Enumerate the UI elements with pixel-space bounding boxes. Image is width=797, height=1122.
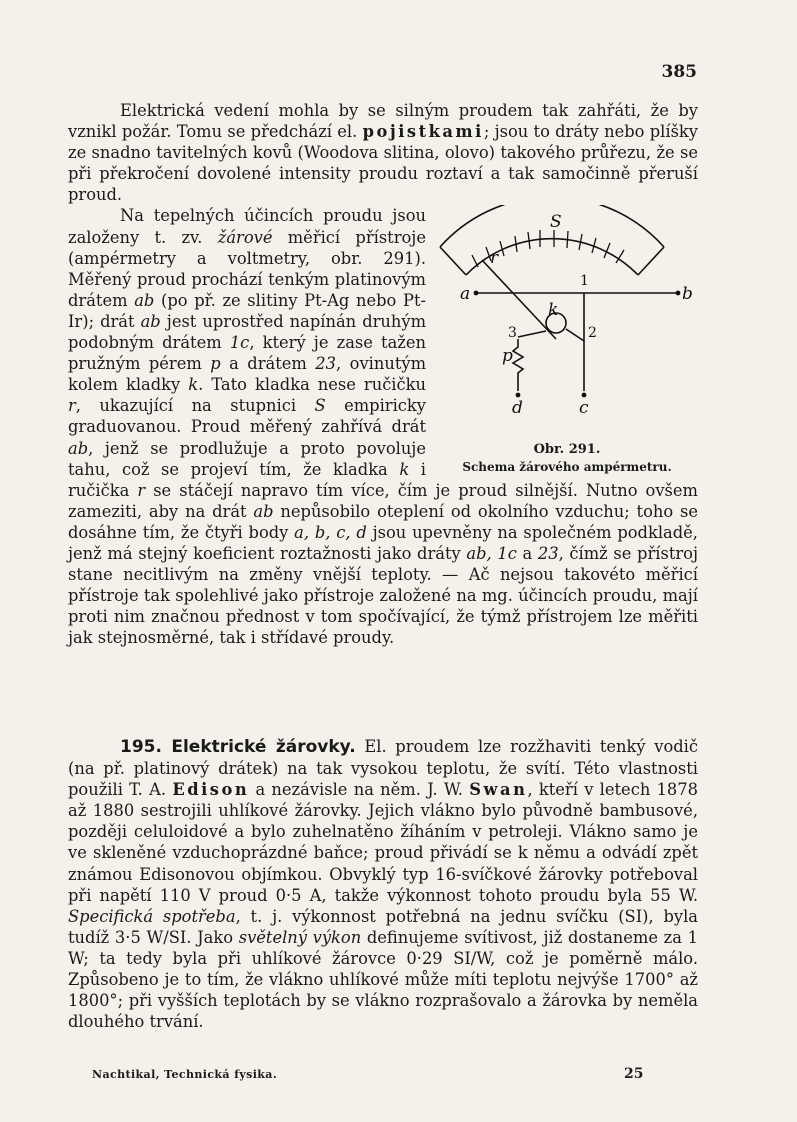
italic-term: ab — [68, 438, 89, 458]
italic-term: ab, 1c — [466, 543, 517, 563]
italic-term: 1c — [229, 333, 250, 353]
paragraph-fuses — [68, 100, 698, 205]
text-run: , ovinutým kolem kladky — [68, 354, 427, 395]
text-run: (po př. ze slitiny Pt-Ag nebo Pt-Ir); drát — [68, 290, 426, 331]
point-d — [516, 393, 521, 398]
point-b — [676, 291, 681, 296]
spaced-name: Swan — [469, 780, 528, 800]
text-run: a drátem — [220, 354, 316, 374]
paragraph-light-bulbs — [68, 736, 698, 1032]
text-run: a nezávisle na něm. J. W. — [249, 780, 470, 800]
spaced-name: Edison — [172, 780, 250, 800]
label-3: 3 — [508, 325, 517, 342]
italic-term: 23 — [537, 543, 559, 563]
footer-signature: 25 — [624, 1066, 644, 1082]
italic-term: r — [68, 396, 76, 416]
figure-number: Obr. 291. — [533, 442, 601, 458]
point-a — [474, 291, 479, 296]
text-run: El. proudem lze rozžhaviti tenký vodič (na př. platinový drátek) na tak vysokou teplotu, že svítí. Této vlastnosti použili T. A. — [68, 737, 698, 800]
page-number: 385 — [661, 62, 697, 82]
text-run: i ručička — [68, 459, 426, 500]
spring-p — [513, 339, 523, 391]
label-p: p — [502, 346, 513, 367]
body-text — [68, 100, 698, 648]
text-run: a — [516, 543, 538, 563]
spaced-term: pojistkami — [362, 122, 484, 142]
text-run: , t. j. výkonnost potřebná na jednu svíčku (SI), byla tudíž 3·5 W/SI. Jako — [68, 906, 699, 947]
text-run: , kteří v letech 1878 až 1880 sestrojili uhlíkové žárovky. Jejich vlákno bylo původně bambusové, později celuloidové a bylo zuhelnatěno žíháním v petroleji. Vlákno samo je ve skleněné vzduchoprázdné baňce; proud přivádí se k němu a odvádí zpět známou Edisonovou objímkou. Obvyklý typ 16-svíčkové žárovky potřeboval při napětí 110 V proud 0·5 A, takže výkonnost tohoto proudu byla 55 W. — [68, 780, 699, 905]
figure-291 — [436, 205, 698, 475]
italic-term: k — [399, 459, 410, 479]
scale-edge-left — [440, 247, 466, 275]
italic-term: p — [210, 354, 221, 374]
label-S: S — [550, 212, 562, 233]
text-run: ; jsou to dráty nebo plíšky ze snadno tavitelných kovů (Woodova slitina, olovo) takového průřezu, že se při překročení dovolené intensity proudu roztaví a tak samočinně přeruší proud. — [68, 122, 698, 205]
section-195 — [68, 736, 698, 1032]
italic-term: a, b, c, d — [294, 522, 367, 542]
text-run: jest uprostřed napínán druhým podobným drátem — [68, 311, 427, 353]
label-b: b — [682, 284, 693, 305]
italic-term: ab — [140, 311, 161, 331]
text-run: Na tepelných účincích proudu jsou založeny t. zv. — [68, 206, 426, 247]
italic-term: světelný výkon — [238, 927, 362, 947]
footer-book-title: Nachtikal, Technická fysika. — [92, 1068, 278, 1081]
italic-term: Specifická spotřeba — [68, 906, 236, 926]
text-run: jsou upevněny na společném podkladě, jenž má stejný koeficient roztažnosti jako dráty — [68, 522, 698, 563]
label-1: 1 — [580, 273, 589, 290]
italic-term: žárové — [217, 227, 273, 247]
text-run: empiricky graduovanou. Proud měřený zahřívá drát — [68, 396, 426, 437]
italic-term: 23 — [315, 354, 337, 374]
italic-term: S — [314, 396, 326, 416]
label-d: d — [512, 398, 523, 419]
point-c — [582, 393, 587, 398]
ammeter-diagram — [436, 205, 698, 437]
text-run: , čímž se přístroj stane necitlivým na změny vnější teploty. — Ač nejsou takovéto měřicí přístroje tak spolehlivé jako přístroje založené na mg. účincích proudu, mají proti nim značnou přednost v tom spočívající, že týmž přístrojem lze měřiti jak stejnosměrné, tak i střídavé proudy. — [68, 543, 699, 648]
label-k: k — [548, 300, 559, 321]
label-c: c — [579, 398, 589, 419]
italic-term: r — [137, 480, 146, 500]
label-a: a — [460, 284, 471, 305]
label-r: r — [490, 248, 499, 269]
text-run: měřicí přístroje (ampérmetry a voltmetry, obr. 291). Měřený proud prochází tenkým platinovým drátem — [68, 227, 426, 310]
text-run: nepůsobilo oteplení od okolního vzduchu; toho se dosáhne tím, že čtyři body — [68, 501, 698, 542]
text-run: . Tato kladka nese ručičku — [198, 375, 426, 395]
text-run: se stáčejí napravo tím více, čím je proud silnější. Nutno ovšem zameziti, aby na drát — [68, 480, 698, 521]
section-heading: 195. Elektrické žárovky. — [120, 737, 356, 757]
italic-term: ab — [253, 501, 274, 521]
italic-term: ab — [134, 290, 155, 310]
text-run: definujeme svítivost, již dostaneme za 1 W; ta tedy byla při uhlíkové žárovce 0·29 SI/W, což je poměrně málo. Způsobeno je to tím, že vlákno uhlíkové může míti teplotu nejvýše 1700° až 1800°; při vyšších teplotách by se vlákno rozprašovalo a žárovka by neměla dlouhého trvání. — [68, 927, 698, 1032]
text-run: , který je zase tažen pružným pérem — [68, 333, 427, 374]
scale-edge-right — [638, 247, 664, 275]
text-run: , jenž se prodlužuje a proto povoluje tahu, což se projeví tím, že kladka — [68, 438, 426, 479]
label-2: 2 — [588, 325, 597, 342]
pointer — [482, 260, 559, 342]
text-run: , ukazující na stupnici — [75, 396, 315, 416]
text-run: Elektrická vedení mohla by se silným proudem tak zahřáti, že by vznikl požár. Tomu se předchází el. — [68, 101, 698, 142]
italic-term: k — [188, 375, 199, 395]
figure-caption: Schema žárového ampérmetru. — [462, 460, 672, 475]
